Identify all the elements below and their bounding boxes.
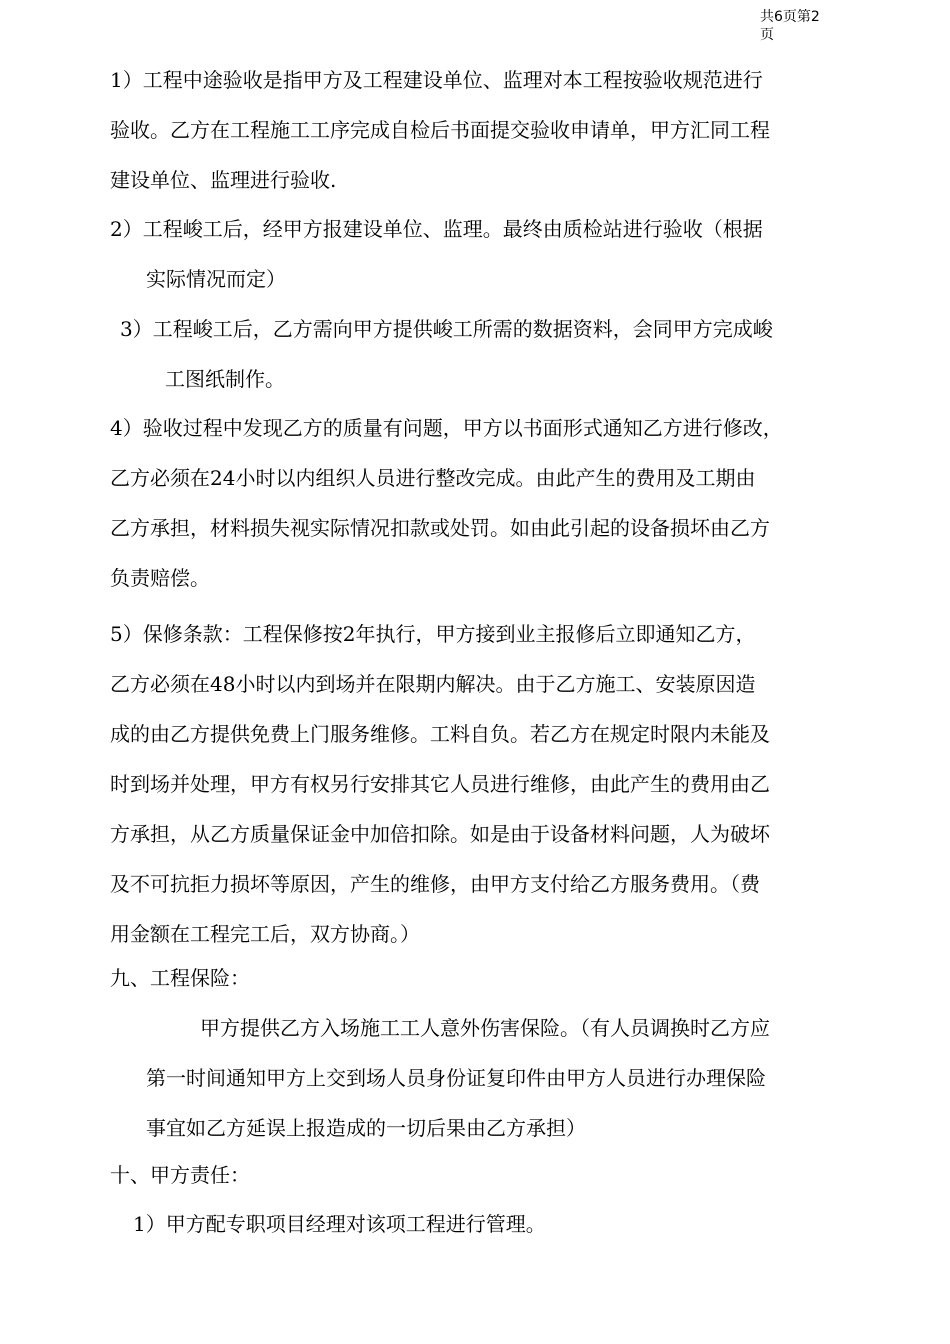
text-line: 方承担，从乙方质量保证金中加倍扣除。如是由于设备材料问题，人为破坏 bbox=[110, 822, 770, 846]
text-line: 4）验收过程中发现乙方的质量有问题，甲方以书面形式通知乙方进行修改， bbox=[110, 416, 783, 440]
text-line: 用金额在工程完工后，双方协商。） bbox=[110, 922, 420, 946]
clause-8-5 bbox=[110, 609, 770, 959]
text-line: 建设单位、监理进行验收. bbox=[110, 168, 337, 192]
clause-8-3 bbox=[120, 304, 773, 404]
clause-8-4 bbox=[110, 403, 783, 603]
clause-8-1 bbox=[110, 55, 770, 205]
text-line: 验收。乙方在工程施工工序完成自检后书面提交验收申请单，甲方汇同工程 bbox=[110, 118, 770, 142]
text-line: 负责赔偿。 bbox=[110, 566, 210, 590]
clause-8-2 bbox=[110, 204, 763, 304]
section-10-heading bbox=[110, 1150, 250, 1200]
text-line: 时到场并处理，甲方有权另行安排其它人员进行维修，由此产生的费用由乙 bbox=[110, 772, 770, 796]
text-line: 事宜如乙方延误上报造成的一切后果由乙方承担） bbox=[146, 1116, 586, 1140]
section-9-body bbox=[146, 1003, 770, 1153]
text-line: 乙方必须在48小时以内到场并在限期内解决。由于乙方施工、安装原因造 bbox=[110, 672, 756, 696]
text-line: 工图纸制作。 bbox=[165, 367, 285, 391]
text-line: 2）工程峻工后，经甲方报建设单位、监理。最终由质检站进行验收（根据 bbox=[110, 217, 763, 241]
clause-10-1 bbox=[133, 1199, 546, 1249]
section-9-heading bbox=[110, 953, 250, 1003]
heading-text: 九、工程保险： bbox=[110, 966, 250, 990]
page-number: 共6页第2页 bbox=[760, 9, 820, 43]
text-line: 成的由乙方提供免费上门服务维修。工料自负。若乙方在规定时限内未能及 bbox=[110, 722, 770, 746]
text-line: 5）保修条款：工程保修按2年执行，甲方接到业主报修后立即通知乙方， bbox=[110, 622, 756, 646]
text-line: 第一时间通知甲方上交到场人员身份证复印件由甲方人员进行办理保险 bbox=[146, 1066, 766, 1090]
text-line: 乙方承担，材料损失视实际情况扣款或处罚。如由此引起的设备损坏由乙方 bbox=[110, 516, 770, 540]
text-line: 甲方提供乙方入场施工工人意外伤害保险。（有人员调换时乙方应 bbox=[200, 1016, 770, 1040]
text-line: 实际情况而定） bbox=[146, 267, 286, 291]
text-line: 及不可抗拒力损坏等原因，产生的维修，由甲方支付给乙方服务费用。（费 bbox=[110, 872, 760, 896]
text-line: 3）工程峻工后，乙方需向甲方提供峻工所需的数据资料，会同甲方完成峻 bbox=[120, 317, 773, 341]
heading-text: 十、甲方责任： bbox=[110, 1163, 250, 1187]
text-line: 乙方必须在24小时以内组织人员进行整改完成。由此产生的费用及工期由 bbox=[110, 466, 756, 490]
text-line: 1）甲方配专职项目经理对该项工程进行管理。 bbox=[133, 1212, 546, 1236]
text-line: 1）工程中途验收是指甲方及工程建设单位、监理对本工程按验收规范进行 bbox=[110, 68, 763, 92]
